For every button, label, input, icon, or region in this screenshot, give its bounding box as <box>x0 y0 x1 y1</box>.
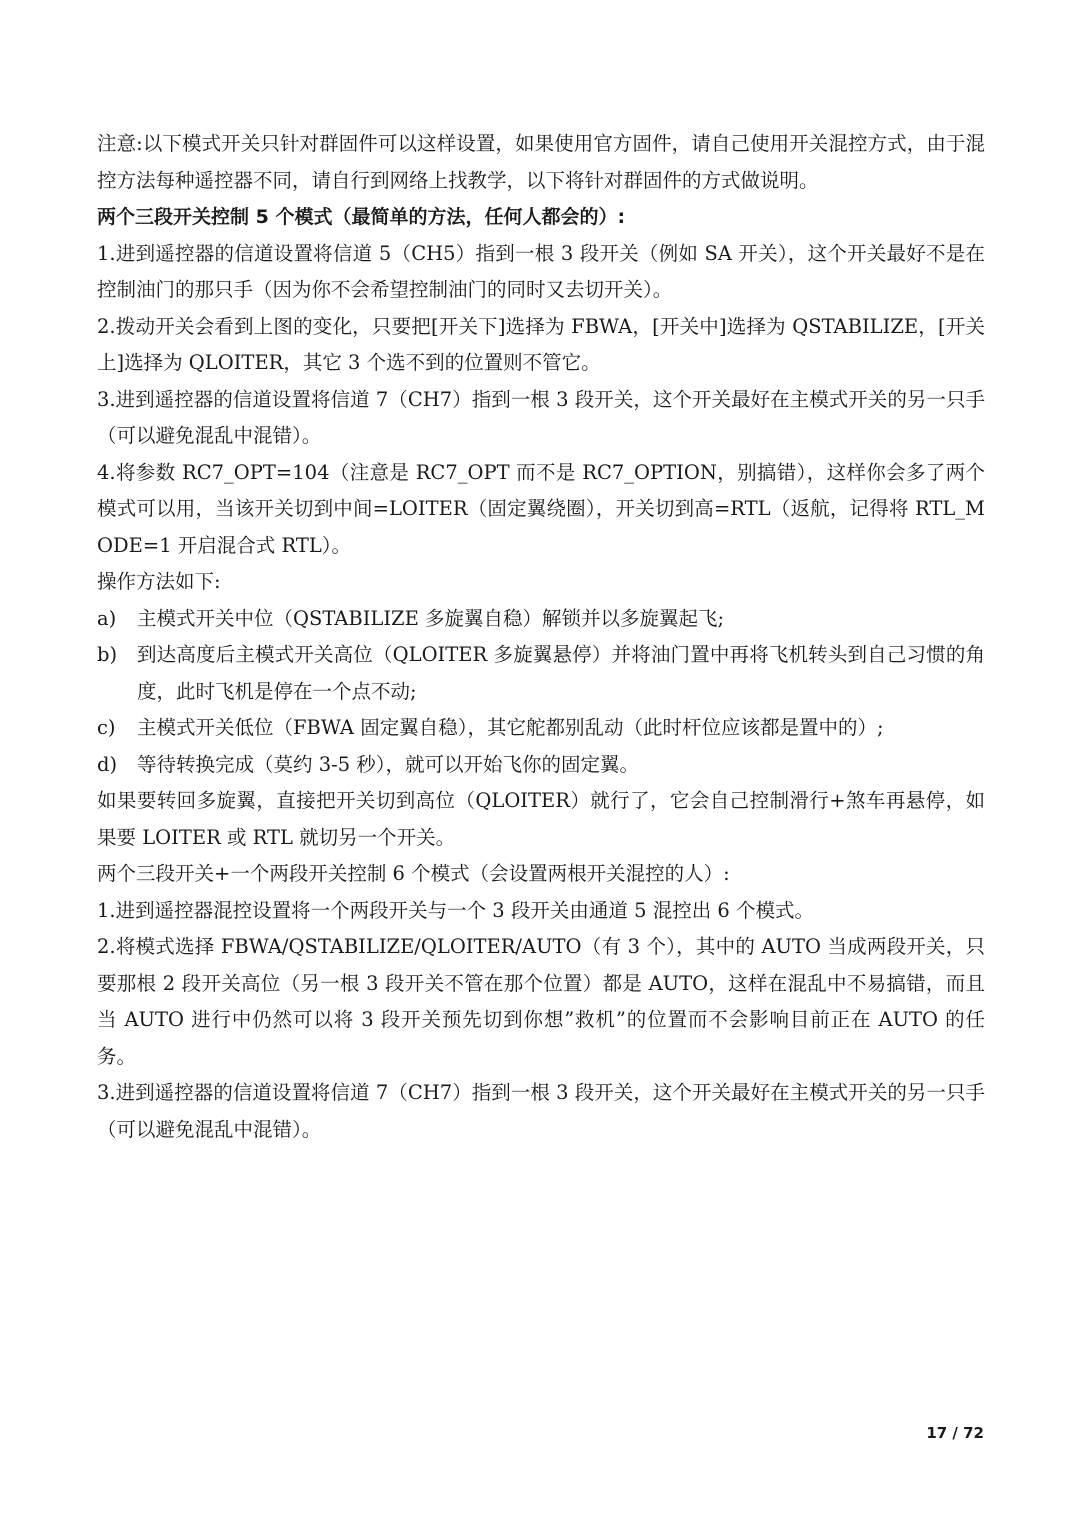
operation-item-a <box>97 601 985 638</box>
mix-step-3: 3.进到遥控器的信道设置将信道 7（CH7）指到一根 3 段开关，这个开关最好在主模式开关的另一只手（可以避免混乱中混错）。 <box>97 1081 985 1141</box>
list-text: 等待转换完成（莫约 3-5 秒），就可以开始飞你的固定翼。 <box>137 752 640 776</box>
section-heading-six-modes: 两个三段开关+一个两段开关控制 6 个模式（会设置两根开关混控的人）: <box>97 862 730 885</box>
step-4: 4.将参数 RC7_OPT=104（注意是 RC7_OPT 而不是 RC7_OPTION，别搞错），这样你会多了两个模式可以用，当该开关切到中间=LOITER（固定翼绕圈），开关切到高=RTL（返航，记得将 RTL_MODE=1 开启混合式 RTL）。 <box>97 460 985 557</box>
section-heading-five-modes: 两个三段开关控制 5 个模式（最简单的方法，任何人都会的）: <box>97 206 626 228</box>
list-marker: c) <box>97 716 116 739</box>
operation-item-b <box>97 637 985 710</box>
list-marker: d) <box>97 752 118 776</box>
switch-back-paragraph: 如果要转回多旋翼，直接把开关切到高位（QLOITER）就行了，它会自己控制滑行+煞车再悬停，如果要 LOITER 或 RTL 就切另一个开关。 <box>97 789 985 849</box>
list-text: 到达高度后主模式开关高位（QLOITER 多旋翼悬停）并将油门置中再将飞机转头到自己习惯的角度，此时飞机是停在一个点不动; <box>137 643 985 703</box>
list-marker: b) <box>97 643 118 666</box>
page-number: 17 / 72 <box>926 1424 984 1442</box>
step-1: 1.进到遥控器的信道设置将信道 5（CH5）指到一根 3 段开关（例如 SA 开关），这个开关最好不是在控制油门的那只手（因为你不会希望控制油门的同时又去切开关）。 <box>97 241 985 301</box>
operation-item-c <box>97 710 985 747</box>
operation-item-d <box>97 747 985 784</box>
list-text: 主模式开关低位（FBWA 固定翼自稳），其它舵都别乱动（此时杆位应该都是置中的）; <box>137 716 884 739</box>
mix-step-2: 2.将模式选择 FBWA/QSTABILIZE/QLOITER/AUTO（有 3 个），其中的 AUTO 当成两段开关，只要那根 2 段开关高位（另一根 3 段开关不管在那个位置）都是 AUTO，这样在混乱中不易搞错，而且当 AUTO 进行中仍然可以将 3 段开关预先切到你想”救机”的位置而不会影响目前正在 AUTO 的任务。 <box>97 935 985 1068</box>
step-2: 2.拨动开关会看到上图的变化，只要把[开关下]选择为 FBWA，[开关中]选择为 QSTABILIZE，[开关上]选择为 QLOITER，其它 3 个选不到的位置则不管它。 <box>97 314 985 374</box>
list-marker: a) <box>97 606 117 630</box>
mix-step-1: 1.进到遥控器混控设置将一个两段开关与一个 3 段开关由通道 5 混控出 6 个模式。 <box>97 898 815 922</box>
note-paragraph: 注意:以下模式开关只针对群固件可以这样设置，如果使用官方固件，请自己使用开关混控方式，由于混控方法每种遥控器不同，请自行到网络上找教学，以下将针对群固件的方式做说明。 <box>97 132 985 192</box>
operation-title: 操作方法如下: <box>97 570 221 593</box>
document-body <box>97 126 985 1148</box>
list-text: 主模式开关中位（QSTABILIZE 多旋翼自稳）解锁并以多旋翼起飞; <box>137 606 725 630</box>
step-3: 3.进到遥控器的信道设置将信道 7（CH7）指到一根 3 段开关，这个开关最好在主模式开关的另一只手（可以避免混乱中混错）。 <box>97 387 985 447</box>
